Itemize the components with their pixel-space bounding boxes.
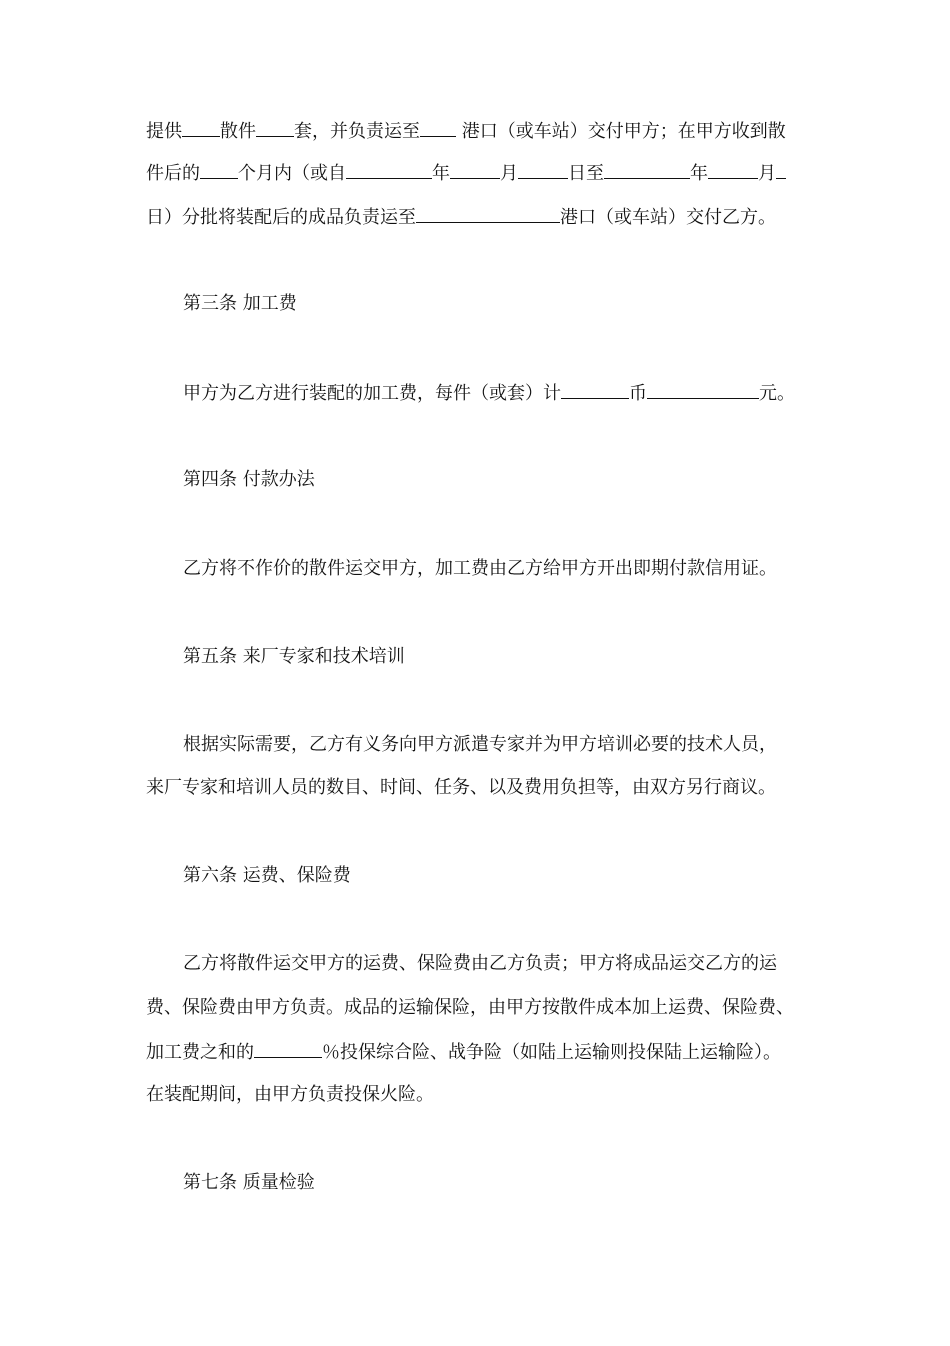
article-5-line-2: 来厂专家和培训人员的数目、时间、任务、以及费用负担等，由双方另行商议。 <box>146 777 776 798</box>
blank-field <box>604 158 690 179</box>
blank-field <box>182 116 220 137</box>
delivery-line-3 <box>146 202 776 232</box>
article-3-text <box>183 378 795 408</box>
article-5-heading: 第五条 来厂专家和技术培训 <box>183 646 405 667</box>
blank-field <box>708 158 758 179</box>
blank-field <box>518 158 568 179</box>
text-segment: 年 <box>432 163 450 184</box>
article-6-line-4: 在装配期间，由甲方负责投保火险。 <box>146 1084 434 1105</box>
article-6-heading: 第六条 运费、保险费 <box>183 865 351 886</box>
text-segment: 散件 <box>220 121 256 142</box>
blank-field <box>256 116 294 137</box>
article-7-heading: 第七条 质量检验 <box>183 1172 315 1193</box>
article-6-line-2: 费、保险费由甲方负责。成品的运输保险，由甲方按散件成本加上运费、保险费、 <box>146 997 794 1018</box>
text-segment: 年 <box>690 163 708 184</box>
blank-field <box>200 158 238 179</box>
blank-field <box>416 202 560 223</box>
article-3-heading: 第三条 加工费 <box>183 293 297 314</box>
blank-field <box>647 378 759 399</box>
blank-field <box>776 158 786 179</box>
blank-field <box>450 158 500 179</box>
blank-field <box>254 1037 322 1058</box>
blank-field <box>346 158 432 179</box>
blank-field <box>561 378 629 399</box>
text-segment: 提供 <box>146 121 182 142</box>
text-segment: 月 <box>500 163 518 184</box>
text-segment: 元。 <box>759 383 795 404</box>
text-segment: 日至 <box>568 163 604 184</box>
delivery-line-1 <box>146 116 786 146</box>
article-6-line-3 <box>146 1037 781 1067</box>
text-segment: ％投保综合险、战争险（如陆上运输则投保陆上运输险）。 <box>322 1042 781 1063</box>
text-segment: 套，并负责运至 <box>294 121 420 142</box>
text-segment: 币 <box>629 383 647 404</box>
text-segment: 件后的 <box>146 163 200 184</box>
text-segment: 个月内（或自 <box>238 163 346 184</box>
text-segment: 日）分批将装配后的成品负责运至 <box>146 207 416 228</box>
text-segment: 甲方为乙方进行装配的加工费，每件（或套）计 <box>183 383 561 404</box>
article-6-line-1: 乙方将散件运交甲方的运费、保险费由乙方负责；甲方将成品运交乙方的运 <box>183 953 777 974</box>
delivery-line-2 <box>146 158 786 188</box>
text-segment: 加工费之和的 <box>146 1042 254 1063</box>
text-segment: 月 <box>758 163 776 184</box>
text-segment: 港口（或车站）交付乙方。 <box>560 207 776 228</box>
article-4-text: 乙方将不作价的散件运交甲方，加工费由乙方给甲方开出即期付款信用证。 <box>183 558 777 579</box>
blank-field <box>420 116 456 137</box>
article-4-heading: 第四条 付款办法 <box>183 469 315 490</box>
article-5-line-1: 根据实际需要，乙方有义务向甲方派遣专家并为甲方培训必要的技术人员， <box>183 734 777 755</box>
text-segment: 港口（或车站）交付甲方；在甲方收到散 <box>456 121 786 142</box>
